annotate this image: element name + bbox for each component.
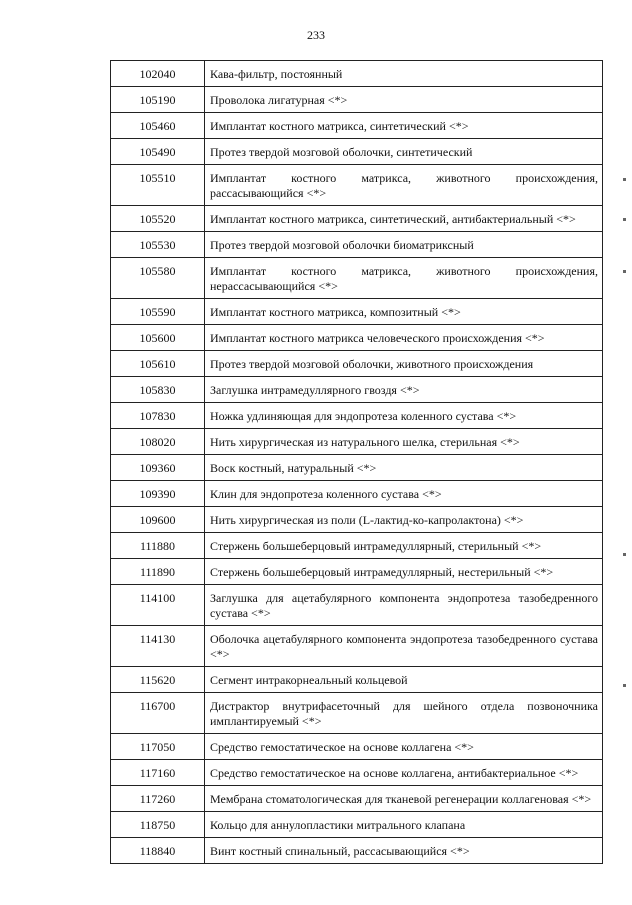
device-code-cell: 105190 [111, 87, 205, 113]
device-name-cell: Средство гемостатическое на основе коллагена, антибактериальное <*> [205, 760, 603, 786]
device-name-cell: Имплантат костного матрикса, синтетический, антибактериальный <*> [205, 206, 603, 232]
device-name-cell: Дистрактор внутрифасеточный для шейного отдела позвоночника имплантируемый <*> [205, 693, 603, 734]
device-code-cell: 105510 [111, 165, 205, 206]
device-name-cell: Средство гемостатическое на основе коллагена <*> [205, 734, 603, 760]
device-name-cell: Нить хирургическая из натурального шелка, стерильная <*> [205, 429, 603, 455]
table-row [111, 533, 603, 559]
device-code-cell: 105610 [111, 351, 205, 377]
device-code-cell: 105600 [111, 325, 205, 351]
device-code-cell: 105830 [111, 377, 205, 403]
table-row [111, 507, 603, 533]
device-name-cell: Заглушка интрамедуллярного гвоздя <*> [205, 377, 603, 403]
device-code-cell: 105490 [111, 139, 205, 165]
device-code-cell: 116700 [111, 693, 205, 734]
table-row [111, 693, 603, 734]
device-name-cell: Воск костный, натуральный <*> [205, 455, 603, 481]
device-name-cell: Кольцо для аннулопластики митрального клапана [205, 812, 603, 838]
device-code-cell: 114100 [111, 585, 205, 626]
scan-mark [623, 684, 626, 687]
device-name-cell: Винт костный спинальный, рассасывающийся <*> [205, 838, 603, 864]
device-name-cell: Проволока лигатурная <*> [205, 87, 603, 113]
table-row [111, 165, 603, 206]
device-name-cell: Имплантат костного матрикса человеческого происхождения <*> [205, 325, 603, 351]
device-name-cell: Оболочка ацетабулярного компонента эндопротеза тазобедренного сустава <*> [205, 626, 603, 667]
device-code-cell: 114130 [111, 626, 205, 667]
device-name-cell: Мембрана стоматологическая для тканевой регенерации коллагеновая <*> [205, 786, 603, 812]
device-code-cell: 117160 [111, 760, 205, 786]
table-row [111, 455, 603, 481]
device-name-cell: Имплантат костного матрикса, синтетический <*> [205, 113, 603, 139]
table-row [111, 206, 603, 232]
device-code-cell: 109360 [111, 455, 205, 481]
table-row [111, 667, 603, 693]
table-row [111, 87, 603, 113]
device-name-cell: Заглушка для ацетабулярного компонента эндопротеза тазобедренного сустава <*> [205, 585, 603, 626]
device-code-cell: 105590 [111, 299, 205, 325]
table-row [111, 734, 603, 760]
device-name-cell: Протез твердой мозговой оболочки, синтетический [205, 139, 603, 165]
device-name-cell: Имплантат костного матрикса, животного происхождения, нерассасывающийся <*> [205, 258, 603, 299]
device-code-cell: 117050 [111, 734, 205, 760]
scan-mark [623, 218, 626, 221]
device-code-table [110, 60, 603, 864]
device-code-cell: 105580 [111, 258, 205, 299]
table-row [111, 429, 603, 455]
table-row [111, 585, 603, 626]
table-row [111, 299, 603, 325]
scan-mark [623, 178, 626, 181]
table-row [111, 232, 603, 258]
scan-mark [623, 553, 626, 556]
device-name-cell: Протез твердой мозговой оболочки биоматриксный [205, 232, 603, 258]
device-code-cell: 118750 [111, 812, 205, 838]
device-code-cell: 105460 [111, 113, 205, 139]
table-body [111, 61, 603, 864]
device-name-cell: Имплантат костного матрикса, животного происхождения, рассасывающийся <*> [205, 165, 603, 206]
device-code-cell: 105530 [111, 232, 205, 258]
table-row [111, 61, 603, 87]
device-name-cell: Кава-фильтр, постоянный [205, 61, 603, 87]
device-code-cell: 108020 [111, 429, 205, 455]
table-row [111, 626, 603, 667]
device-name-cell: Имплантат костного матрикса, композитный <*> [205, 299, 603, 325]
table-row [111, 139, 603, 165]
table-row [111, 838, 603, 864]
table-row [111, 351, 603, 377]
table-row [111, 760, 603, 786]
table-row [111, 481, 603, 507]
device-code-cell: 117260 [111, 786, 205, 812]
table-row [111, 812, 603, 838]
device-name-cell: Стержень большеберцовый интрамедуллярный, нестерильный <*> [205, 559, 603, 585]
table-row [111, 559, 603, 585]
device-code-cell: 111880 [111, 533, 205, 559]
device-code-cell: 102040 [111, 61, 205, 87]
table-row [111, 325, 603, 351]
device-name-cell: Ножка удлиняющая для эндопротеза коленного сустава <*> [205, 403, 603, 429]
device-code-cell: 109390 [111, 481, 205, 507]
scan-mark [623, 270, 626, 273]
table-row [111, 113, 603, 139]
device-code-cell: 115620 [111, 667, 205, 693]
device-code-cell: 109600 [111, 507, 205, 533]
device-code-cell: 111890 [111, 559, 205, 585]
table-row [111, 258, 603, 299]
page-number: 233 [307, 28, 325, 42]
table-row [111, 377, 603, 403]
device-name-cell: Протез твердой мозговой оболочки, животного происхождения [205, 351, 603, 377]
device-code-cell: 118840 [111, 838, 205, 864]
device-name-cell: Сегмент интракорнеальный кольцевой [205, 667, 603, 693]
device-code-cell: 105520 [111, 206, 205, 232]
table-row [111, 403, 603, 429]
device-name-cell: Нить хирургическая из поли (L-лактид-ко-капролактона) <*> [205, 507, 603, 533]
table-row [111, 786, 603, 812]
device-name-cell: Клин для эндопротеза коленного сустава <*> [205, 481, 603, 507]
device-name-cell: Стержень большеберцовый интрамедуллярный, стерильный <*> [205, 533, 603, 559]
device-code-cell: 107830 [111, 403, 205, 429]
